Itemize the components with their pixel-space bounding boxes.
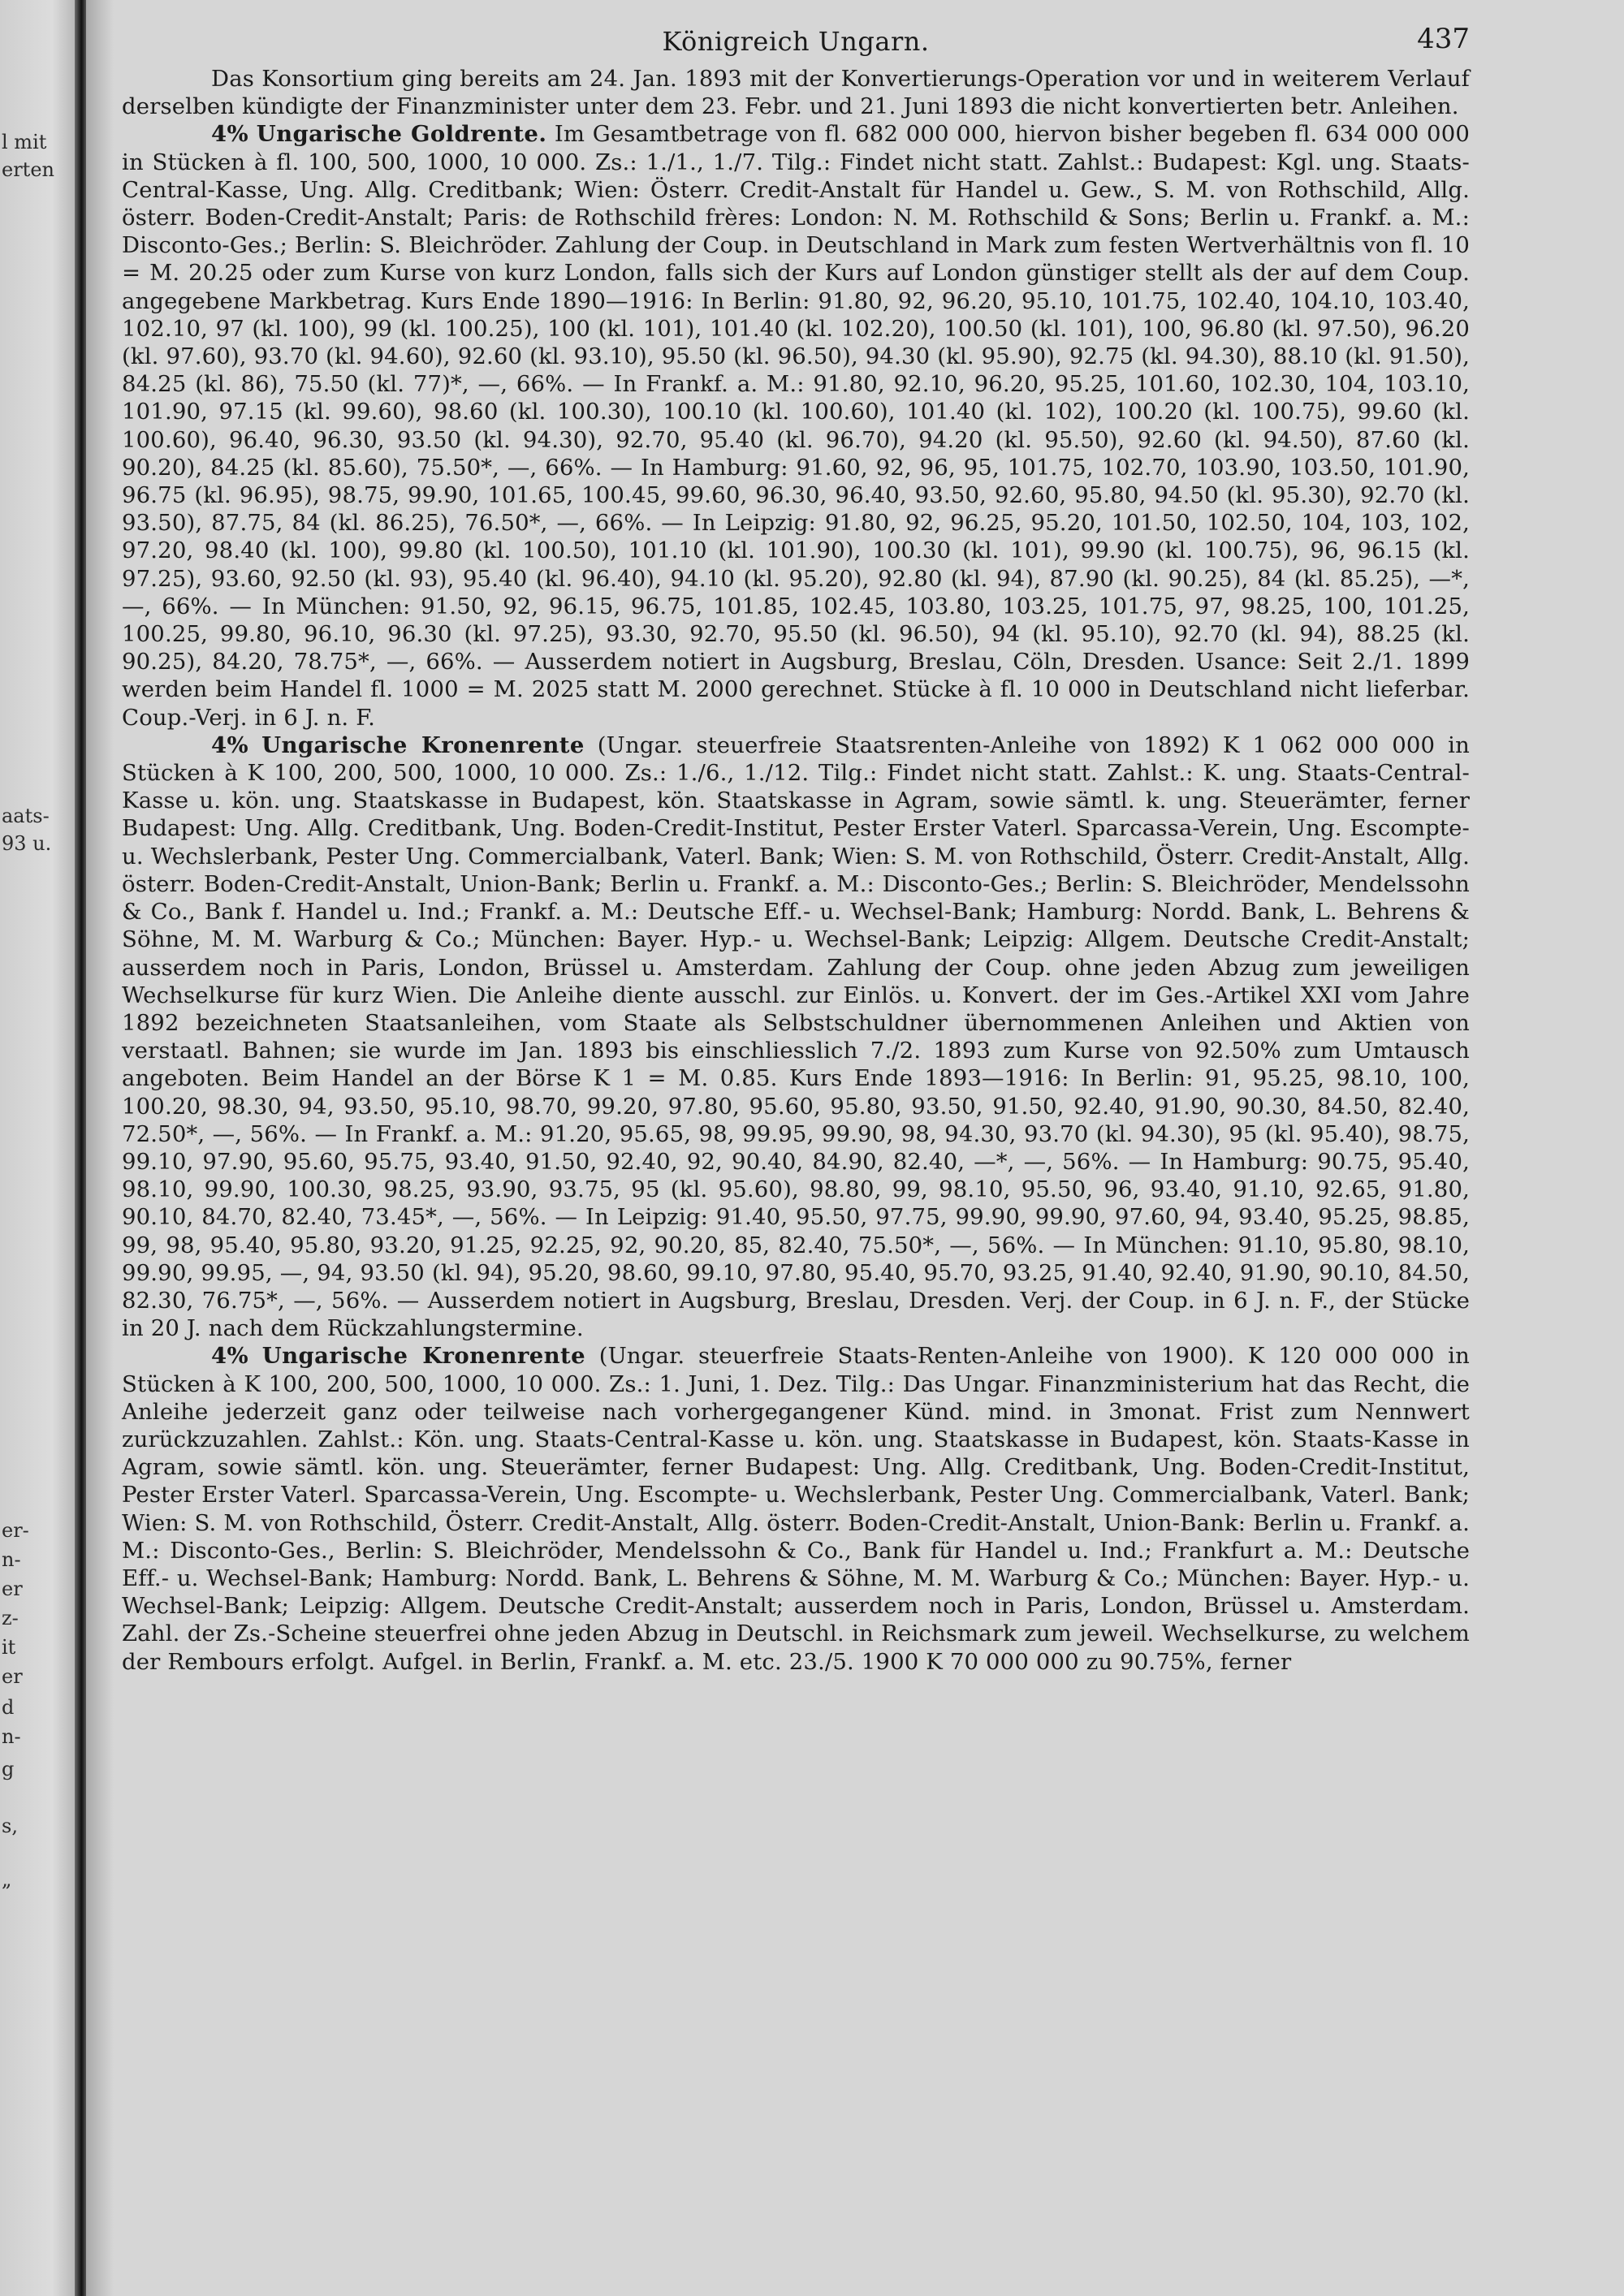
page-title: Königreich Ungarn. [662, 26, 930, 57]
adjacent-page-fragment: g [2, 1758, 15, 1780]
gutter-shadow [86, 0, 114, 2296]
adjacent-page-fragment: n- [2, 1548, 21, 1571]
intro-paragraph: Das Konsortium ging bereits am 24. Jan. 1893 mit der Konvertierungs-Operation vor und in weiterem Verlauf derselben kündigte der Finanzminister unter dem 23. Febr. und 21. Juni 1893 die nicht konvertierten betr. Anleihen. [122, 66, 1470, 120]
adjacent-page-fragment: aats- [2, 805, 50, 827]
adjacent-page-fragment: er [2, 1665, 23, 1688]
adjacent-page-fragment: erten [2, 158, 54, 181]
entry-kronenrente-1892 [122, 732, 1470, 1342]
entry-goldrente [122, 120, 1470, 731]
adjacent-page-fragment: er [2, 1577, 23, 1600]
entry-text: Im Gesamtbetrage von fl. 682 000 000, hiervon bisher begeben fl. 634 000 000 in Stücken à fl. 100, 500, 1000, 10 000. Zs.: 1./1., 1./7. Tilg.: Findet nicht statt. Zahlst.: Budapest: Kgl. ung. Staats-Central-Kasse, Ung. Allg. Creditbank; Wien: Österr. Credit-Anstalt für Handel u. Gew., S. M. von Rothschild, Allg. österr. Boden-Credit-Anstalt; Paris: de Rothschild frères: London: N. M. Rothschild & Sons; Berlin u. Frankf. a. M.: Disconto-Ges.; Berlin: S. Bleichröder. Zahlung der Coup. in Deutschland in Mark zum festen Wertverhältnis von fl. 10 = M. 20.25 oder zum Kurse von kurz London, falls sich der Kurs auf London günstiger stellt als der auf dem Coup. angegebene Markbetrag. Kurs Ende 1890—1916: In Berlin: 91.80, 92, 96.20, 95.10, 101.75, 102.40, 104.10, 103.40, 102.10, 97 (kl. 100), 99 (kl. 100.25), 100 (kl. 101), 101.40 (kl. 102.20), 100.50 (kl. 101), 100, 96.80 (kl. 97.50), 96.20 (kl. 97.60), 93.70 (kl. 94.60), 92.60 (kl. 93.10), 95.50 (kl. 96.50), 94.30 (kl. 95.90), 92.75 (kl. 94.30), 88.10 (kl. 91.50), 84.25 (kl. 86), 75.50 (kl. 77)*, —, 66%. — In Frankf. a. M.: 91.80, 92.10, 96.20, 95.25, 101.60, 102.30, 104, 103.10, 101.90, 97.15 (kl. 99.60), 98.60 (kl. 100.30), 100.10 (kl. 100.60), 101.40 (kl. 102), 100.20 (kl. 100.75), 99.60 (kl. 100.60), 96.40, 96.30, 93.50 (kl. 94.30), 92.70, 95.40 (kl. 96.70), 94.20 (kl. 95.50), 92.60 (kl. 94.50), 87.60 (kl. 90.20), 84.25 (kl. 85.60), 75.50*, —, 66%. — In Hamburg: 91.60, 92, 96, 95, 101.75, 102.70, 103.90, 103.50, 101.90, 96.75 (kl. 96.95), 98.75, 99.90, 101.65, 100.45, 99.60, 96.30, 96.40, 93.50, 92.60, 95.80, 94.50 (kl. 95.30), 92.70 (kl. 93.50), 87.75, 84 (kl. 86.25), 76.50*, —, 66%. — In Leipzig: 91.80, 92, 96.25, 95.20, 101.50, 102.50, 104, 103, 102, 97.20, 98.40 (kl. 100), 99.80 (kl. 100.50), 101.10 (kl. 101.90), 100.30 (kl. 101), 99.90 (kl. 100.75), 96, 96.15 (kl. 97.25), 93.60, 92.50 (kl. 93), 95.40 (kl. 96.40), 94.10 (kl. 95.20), 92.80 (kl. 94), 87.90 (kl. 90.25), 84 (kl. 85.25), —*, —, 66%. — In München: 91.50, 92, 96.15, 96.75, 101.85, 102.45, 103.80, 103.25, 101.75, 97, 98.25, 100, 101.25, 100.25, 99.80, 96.10, 96.30 (kl. 97.25), 93.30, 92.70, 95.50 (kl. 96.50), 94 (kl. 95.10), 92.70 (kl. 94), 88.25 (kl. 90.25), 84.20, 78.75*, —, 66%. — Ausserdem notiert in Augsburg, Breslau, Cöln, Dresden. Usance: Seit 2./1. 1899 werden beim Handel fl. 1000 = M. 2025 statt M. 2000 gerechnet. Stücke à fl. 10 000 in Deutschland nicht lieferbar. Coup.-Verj. in 6 J. n. F. [122, 121, 1470, 731]
entry-title: Ungarische Kronenrente [261, 732, 585, 758]
book-page [122, 18, 1470, 2283]
adjacent-page-fragment: s, [2, 1815, 18, 1837]
adjacent-page-fragment: er- [2, 1519, 29, 1542]
adjacent-page-strip [0, 0, 75, 2296]
entry-title: Ungarische Goldrente. [256, 121, 547, 148]
book-gutter [75, 0, 86, 2296]
entry-text: (Ungar. steuerfreie Staats-Renten-Anleihe von 1900). K 120 000 000 in Stücken à K 100, 200, 500, 1000, 10 000. Zs.: 1. Juni, 1. Dez. Tilg.: Das Ungar. Finanzministerium hat das Recht, die Anleihe jederzeit ganz oder teilweise nach vorhergegangener Künd. mind. in 3monat. Frist zum Nennwert zurückzuzahlen. Zahlst.: Kön. ung. Staats-Central-Kasse u. kön. ung. Staatskasse in Budapest, kön. Staats-Kasse in Agram, sowie sämtl. kön. ung. Steuerämter, ferner Budapest: Ung. Allg. Creditbank, Ung. Boden-Credit-Institut, Pester Erster Vaterl. Sparcassa-Verein, Ung. Escompte- u. Wechslerbank, Pester Ung. Commercialbank, Vaterl. Bank; Wien: S. M. von Rothschild, Österr. Credit-Anstalt, Allg. österr. Boden-Credit-Anstalt, Union-Bank: Berlin u. Frankf. a. M.: Disconto-Ges., Berlin: S. Bleichröder, Mendelssohn & Co., Bank für Handel u. Ind.; Frankfurt a. M.: Deutsche Eff.- u. Wechsel-Bank; Hamburg: Nordd. Bank, L. Behrens & Söhne, M. M. Warburg & Co.; München: Bayer. Hyp.- u. Wechsel-Bank; Leipzig: Allgem. Deutsche Credit-Anstalt; ausserdem noch in Paris, London, Brüssel u. Amsterdam. Zahl. der Zs.-Scheine steuerfrei ohne jeden Abzug in Deutschl. in Reichsmark zum jeweil. Wechselkurse, zu welchem der Rembours erfolgt. Aufgel. in Berlin, Frankf. a. M. etc. 23./5. 1900 K 70 000 000 zu 90.75%, ferner [122, 1343, 1470, 1675]
adjacent-page-fragment: it [2, 1636, 16, 1659]
entry-kronenrente-1900 [122, 1342, 1470, 1675]
entry-title: Ungarische Kronenrente [261, 1343, 586, 1370]
adjacent-page-fragment: „ [2, 1868, 12, 1891]
page-number: 437 [1417, 23, 1470, 55]
adjacent-page-fragment: l mit [2, 131, 47, 153]
entry-text: (Ungar. steuerfreie Staatsrenten-Anleihe von 1892) K 1 062 000 000 in Stücken à K 100, 200, 500, 1000, 10 000. Zs.: 1./6., 1./12. Tilg.: Findet nicht statt. Zahlst.: K. ung. Staats-Central-Kasse u. kön. ung. Staatskasse in Budapest, kön. Staatskasse in Agram, sowie sämtl. k. ung. Steuerämter, ferner Budapest: Ung. Allg. Creditbank, Ung. Boden-Credit-Institut, Pester Erster Vaterl. Sparcassa-Verein, Ung. Escompte- u. Wechslerbank, Pester Ung. Commercialbank, Vaterl. Bank; Wien: S. M. von Rothschild, Österr. Credit-Anstalt, Allg. österr. Boden-Credit-Anstalt, Union-Bank; Berlin u. Frankf. a. M.: Disconto-Ges.; Berlin: S. Bleichröder, Mendelssohn & Co., Bank f. Handel u. Ind.; Frankf. a. M.: Deutsche Eff.- u. Wechsel-Bank; Hamburg: Nordd. Bank, L. Behrens & Söhne, M. M. Warburg & Co.; München: Bayer. Hyp.- u. Wechsel-Bank; Leipzig: Allgem. Deutsche Credit-Anstalt; ausserdem noch in Paris, London, Brüssel u. Amsterdam. Zahlung der Coup. ohne jeden Abzug zum jeweiligen Wechselkurse für kurz Wien. Die Anleihe diente ausschl. zur Einlös. u. Konvert. der im Ges.-Artikel XXI vom Jahre 1892 bezeichneten Staatsanleihen, vom Staate als Selbstschuldner übernommenen Anleihen und Aktien von verstaatl. Bahnen; sie wurde im Jan. 1893 bis einschliesslich 7./2. 1893 zum Kurse von 92.50% zum Umtausch angeboten. Beim Handel an der Börse K 1 = M. 0.85. Kurs Ende 1893—1916: In Berlin: 91, 95.25, 98.10, 100, 100.20, 98.30, 94, 93.50, 95.10, 98.70, 99.20, 97.80, 95.60, 95.80, 93.50, 91.50, 92.40, 91.90, 90.30, 84.50, 82.40, 72.50*, —, 56%. — In Frankf. a. M.: 91.20, 95.65, 98, 99.95, 99.90, 98, 94.30, 93.70 (kl. 94.30), 95 (kl. 95.40), 98.75, 99.10, 97.90, 95.60, 95.75, 93.40, 91.50, 92.40, 92, 90.40, 84.90, 82.40, —*, —, 56%. — In Hamburg: 90.75, 95.40, 98.10, 99.90, 100.30, 98.25, 93.90, 93.75, 95 (kl. 95.60), 98.80, 99, 98.10, 95.50, 96, 93.40, 91.10, 92.65, 91.80, 90.10, 84.70, 82.40, 73.45*, —, 56%. — In Leipzig: 91.40, 95.50, 97.75, 99.90, 99.90, 97.60, 94, 93.40, 95.25, 98.85, 99, 98, 95.40, 95.80, 93.20, 91.25, 92.25, 92, 90.20, 85, 82.40, 75.50*, —, 56%. — In München: 91.10, 95.80, 98.10, 99.90, 99.95, —, 94, 93.50 (kl. 94), 95.20, 98.60, 99.10, 97.80, 95.40, 95.70, 93.25, 91.40, 92.40, 91.90, 90.10, 84.50, 82.30, 76.75*, —, 56%. — Ausserdem notiert in Augsburg, Breslau, Dresden. Verj. der Coup. in 6 J. n. F., der Stücke in 20 J. nach dem Rückzahlungstermine. [122, 732, 1470, 1342]
page-body [122, 65, 1470, 1676]
adjacent-page-fragment: 93 u. [2, 832, 52, 855]
adjacent-page-fragment: z- [2, 1607, 19, 1629]
adjacent-page-fragment: d [2, 1696, 15, 1719]
running-header [122, 18, 1470, 65]
entry-prefix: 4% [211, 121, 249, 148]
entry-prefix: 4% [211, 1343, 249, 1370]
entry-prefix: 4% [211, 732, 249, 758]
adjacent-page-fragment: n- [2, 1725, 21, 1748]
